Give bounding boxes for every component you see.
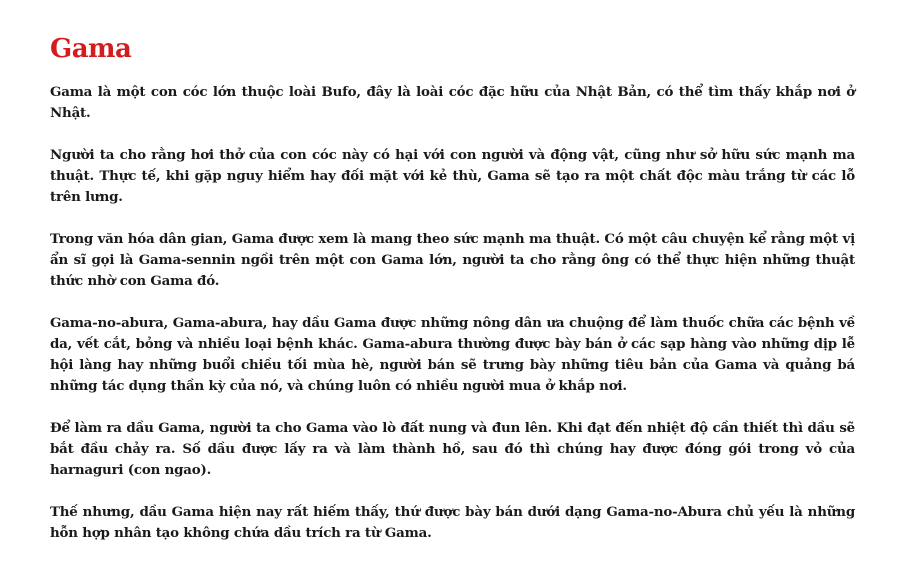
article — [50, 30, 855, 565]
paragraph-today: Thế nhưng, dầu Gama hiện nay rất hiếm thấy, thứ được bày bán dưới dạng Gama-no-Abura chủ yếu là những hỗn hợp nhân tạo không chứa dầu trích ra từ Gama. — [50, 504, 855, 541]
paragraph-poison: Người ta cho rằng hơi thở của con cóc này có hại với con người và động vật, cũng như sở hữu sức mạnh ma thuật. Thực tế, khi gặp nguy hiểm hay đối mặt với kẻ thù, Gama sẽ tạo ra một chất độc màu trắng từ các lỗ trên lưng. — [50, 147, 855, 205]
paragraph-oil-making: Để làm ra dầu Gama, người ta cho Gama vào lò đất nung và đun lên. Khi đạt đến nhiệt độ cần thiết thì dầu sẽ bắt đầu chảy ra. Số dầu được lấy ra và làm thành hồ, sau đó thì chúng hay được đóng gói trong vỏ của harnaguri (con ngao). — [50, 420, 855, 478]
paragraph-intro: Gama là một con cóc lớn thuộc loài Bufo, đây là loài cóc đặc hữu của Nhật Bản, có thể tìm thấy khắp nơi ở Nhật. — [50, 84, 855, 121]
article-title: Gama — [50, 34, 132, 64]
paragraph-folklore: Trong văn hóa dân gian, Gama được xem là mang theo sức mạnh ma thuật. Có một câu chuyện kể rằng một vị ẩn sĩ gọi là Gama-sennin ngồi trên một con Gama lớn, người ta cho rằng ông có thể thực hiện những thuật thức nhờ con Gama đó. — [50, 231, 855, 289]
paragraph-gama-oil: Gama-no-abura, Gama-abura, hay dầu Gama được những nông dân ưa chuộng để làm thuốc chữa các bệnh về da, vết cắt, bỏng và nhiều loại bệnh khác. Gama-abura thường được bày bán ở các sạp hàng vào những dịp lễ hội làng hay những buổi chiều tối mùa hè, người bán sẽ trưng bày những tiêu bản của Gama và quảng bá những tác dụng thần kỳ của nó, và chúng luôn có nhiều người mua ở khắp nơi. — [50, 315, 855, 394]
